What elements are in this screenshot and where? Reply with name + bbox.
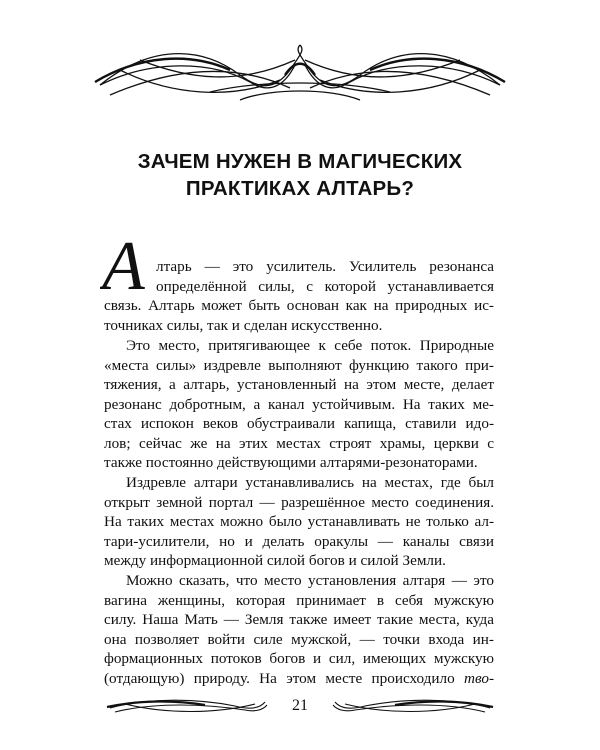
text-line: Это место, притягивающее к себе поток. Природные: [126, 337, 494, 354]
text-line: открыт земной портал — разрешённое место соединения.: [104, 493, 494, 511]
text-line: Можно сказать, что место установления алтаря — это: [126, 572, 494, 589]
chapter-title-line-1: ЗАЧЕМ НУЖЕН В МАГИЧЕСКИХ: [137, 150, 463, 173]
text-line: резонанс добротным, а канал устойчивым. На таких ме-: [104, 395, 494, 413]
text-line: лов; сейчас же на этих местах строят храмы, церкви с: [104, 434, 494, 452]
text-line: «места силы» издревле выполняют функцию такого при-: [104, 356, 494, 374]
text-line: [104, 669, 494, 689]
text-line: тяжения, а алтарь, установленный на этом месте, делает: [104, 376, 494, 393]
text-line: формационных потоков богов и сил, имеющих мужскую: [104, 650, 494, 667]
text-line: она позволяет войти силе мужской, — точки входа ин-: [104, 630, 494, 648]
italic-word: тво-: [463, 669, 494, 687]
text-line: точниках силы, так и сделан искусственно.: [104, 316, 383, 334]
text-line: Издревле алтари устанавливались на местах, где был: [126, 474, 494, 491]
text-line: На таких местах можно было устанавливать не только ал-: [104, 513, 494, 530]
page-number: 21: [292, 697, 308, 714]
text-line: тари-усилители, но и делать оракулы — каналы связи: [104, 532, 494, 550]
text-segment: (отдающую) природу. На этом месте происходило: [104, 669, 455, 687]
drop-cap-letter: А: [102, 233, 145, 295]
text-line: лтарь — это усилитель. Усилитель резонанса: [156, 258, 494, 275]
text-line: также постоянно действующими алтарями-резонаторами.: [104, 454, 478, 471]
text-line: силу. Наша Мать — Земля также имеет такие места, куда: [104, 611, 494, 628]
body-text: [104, 0, 494, 750]
text-line: определённой силы, с которой устанавливается: [156, 277, 494, 295]
text-line: стах испокон веков обустраивали капища, ставили идо-: [104, 415, 494, 432]
text-line: вагина женщины, которая принимает в себя мужскую: [104, 591, 494, 609]
chapter-title-line-2: ПРАКТИКАХ АЛТАРЬ?: [185, 177, 415, 200]
text-line: связь. Алтарь может быть основан как на природных ис-: [104, 297, 494, 314]
text-line: между информационной силой богов и силой Земли.: [104, 552, 446, 569]
